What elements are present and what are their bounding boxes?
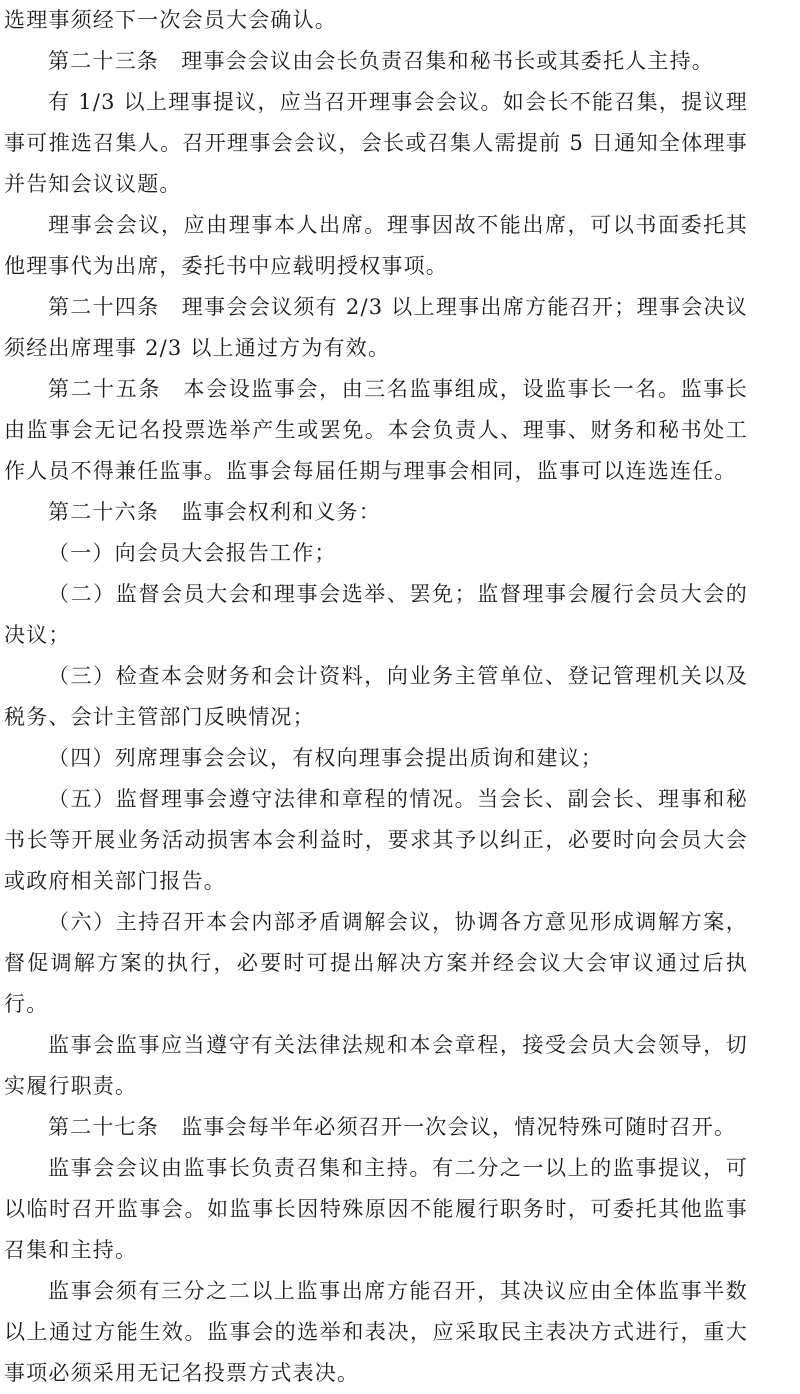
list-item-5: （五）监督理事会遵守法律和章程的情况。当会长、副会长、理事和秘书长等开展业务活动损害本会利益时，要求其予以纠正，必要时向会员大会或政府相关部门报告。	[4, 787, 748, 893]
document-body	[4, 0, 748, 1394]
paragraph-supervisory-quorum: 监事会须有三分之二以上监事出席方能召开，其决议应由全体监事半数以上通过方能生效。监事会的选举和表决，应采取民主表决方式进行，重大事项必须采用无记名投票方式表决。	[4, 1279, 748, 1385]
list-item-2: （二）监督会员大会和理事会选举、罢免；监督理事会履行会员大会的决议；	[4, 582, 748, 647]
list-item-3: （三）检查本会财务和会计资料，向业务主管单位、登记管理机关以及税务、会计主管部门反映情况；	[4, 664, 748, 729]
paragraph-council-attendance: 理事会会议，应由理事本人出席。理事因故不能出席，可以书面委托其他理事代为出席，委托书中应载明授权事项。	[4, 213, 748, 278]
paragraph-supervisory-meeting-convening: 监事会会议由监事长负责召集和主持。有二分之一以上的监事提议，可以临时召开监事会。如监事长因特殊原因不能履行职务时，可委托其他监事召集和主持。	[4, 1156, 748, 1262]
article-27: 第二十七条 监事会每半年必须召开一次会议，情况特殊可随时召开。	[48, 1115, 737, 1139]
list-item-6: （六）主持召开本会内部矛盾调解会议，协调各方意见形成调解方案，督促调解方案的执行，必要时可提出解决方案并经会议大会审议通过后执行。	[4, 910, 748, 1016]
paragraph-council-meeting-convening: 有 1/3 以上理事提议，应当召开理事会会议。如会长不能召集，提议理事可推选召集人。召开理事会会议，会长或召集人需提前 5 日通知全体理事并告知会议议题。	[4, 90, 748, 196]
article-25: 第二十五条 本会设监事会，由三名监事组成，设监事长一名。监事长由监事会无记名投票选举产生或罢免。本会负责人、理事、财务和秘书处工作人员不得兼任监事。监事会每届任期与理事会相同，监事可以连选连任。	[4, 377, 748, 483]
article-24: 第二十四条 理事会会议须有 2/3 以上理事出席方能召开；理事会决议须经出席理事 2/3 以上通过方为有效。	[4, 295, 748, 360]
paragraph-supervisor-duties: 监事会监事应当遵守有关法律法规和本会章程，接受会员大会领导，切实履行职责。	[4, 1033, 748, 1098]
paragraph-continuation: 选理事须经下一次会员大会确认。	[4, 8, 337, 32]
article-23: 第二十三条 理事会会议由会长负责召集和秘书长或其委托人主持。	[48, 49, 714, 73]
list-item-1: （一）向会员大会报告工作；	[48, 541, 337, 565]
list-item-4: （四）列席理事会会议，有权向理事会提出质询和建议；	[48, 746, 603, 770]
article-26: 第二十六条 监事会权利和义务：	[48, 500, 381, 524]
